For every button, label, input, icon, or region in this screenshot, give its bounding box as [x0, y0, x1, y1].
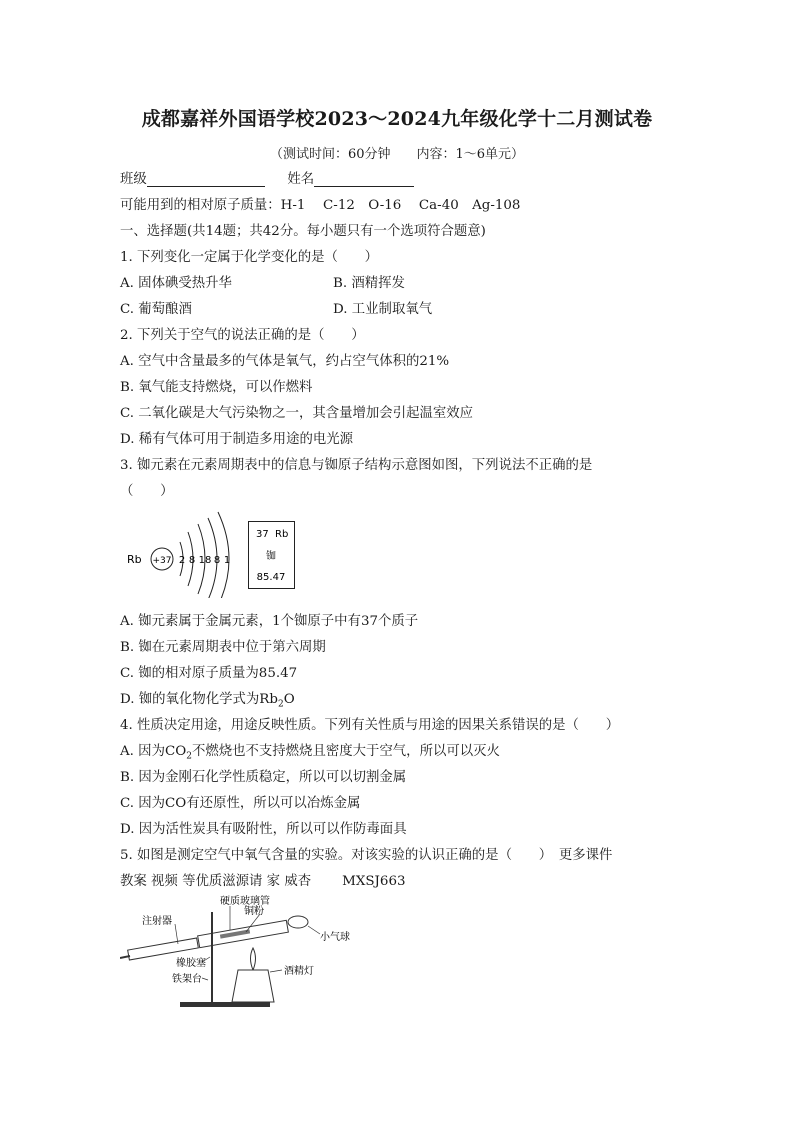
q4-option-a-tail: 不燃烧也不支持燃烧且密度大于空气，所以可以灭火 — [191, 744, 500, 759]
cell-symbol: Rb — [275, 529, 289, 540]
label-syringe: 注射器 — [142, 916, 172, 927]
q1-stem: 1. 下列变化一定属于化学变化的是（ ） — [120, 250, 379, 265]
exam-subtitle: （测试时间：60分钟 内容：1～6单元） — [269, 147, 525, 162]
label-glass-tube: 硬质玻璃管 — [220, 896, 270, 907]
q1-options-row1 — [120, 272, 405, 291]
q1-option-a[interactable]: A. 固体碘受热升华 — [120, 276, 232, 291]
lamp-flame — [251, 948, 256, 970]
q4-stem: 4. 性质决定用途，用途反映性质。下列有关性质与用途的因果关系错误的是（ ） — [120, 718, 620, 733]
q1-option-c[interactable]: C. 葡萄酿酒 — [120, 302, 192, 317]
q3-option-d-subscript: 2 — [277, 699, 284, 710]
q4-option-a-subscript: 2 — [186, 751, 192, 762]
name-label: 姓名 — [287, 172, 315, 187]
small-balloon — [288, 916, 308, 928]
label-copper-powder: 铜粉 — [244, 906, 264, 917]
q2-option-b[interactable]: B. 氧气能支持燃烧，可以作燃料 — [120, 380, 313, 395]
alcohol-lamp — [232, 970, 274, 1002]
periodic-table-cell — [248, 521, 296, 591]
q3-option-c[interactable]: C. 铷的相对原子质量为85.47 — [120, 666, 298, 681]
q4-option-d[interactable]: D. 因为活性炭具有吸附性，所以可以作防毒面具 — [120, 822, 407, 837]
label-stand: 铁架台 — [172, 974, 202, 985]
q2-option-d[interactable]: D. 稀有气体可用于制造多用途的电光源 — [120, 432, 354, 447]
syringe-leader — [175, 924, 178, 944]
stand-base — [180, 1002, 270, 1007]
q4-option-a[interactable] — [120, 740, 500, 762]
q2-option-a[interactable]: A. 空气中含量最多的气体是氧气，约占空气体积的21% — [120, 354, 450, 369]
q3-option-d-text: D. 铷的氧化物化学式为Rb — [120, 692, 278, 707]
q4-option-a-text: A. 因为CO — [120, 744, 187, 759]
q5-stem: 5. 如图是测定空气中氧气含量的实验。对该实验的认识正确的是（ ） 更多课件 — [120, 848, 613, 863]
shell-electrons-3: 18 — [198, 555, 212, 566]
q1-options-row2 — [120, 298, 433, 317]
lamp-leader — [270, 970, 282, 972]
cell-atomic-mass: 85.47 — [256, 572, 286, 583]
oxygen-experiment-apparatus — [120, 892, 360, 1012]
shell-electrons-2: 8 — [188, 555, 196, 566]
shell-electrons-1: 2 — [178, 555, 186, 566]
shell-electrons-4: 8 — [213, 555, 221, 566]
student-info-row — [120, 168, 414, 187]
q3-stem: 3. 铷元素在元素周期表中的信息与铷原子结构示意图如图，下列说法不正确的是 — [120, 458, 593, 473]
q4-option-b[interactable]: B. 因为金刚石化学性质稳定，所以可以切割金属 — [120, 770, 407, 785]
q3-option-b[interactable]: B. 铷在元素周期表中位于第六周期 — [120, 640, 326, 655]
q3-option-a[interactable]: A. 铷元素属于金属元素，1个铷原子中有37个质子 — [120, 614, 419, 629]
name-blank[interactable] — [314, 173, 414, 187]
class-label: 班级 — [120, 172, 147, 187]
syringe-barrel — [128, 938, 199, 960]
cell-element-name: 铷 — [266, 551, 276, 562]
stand-leader — [202, 978, 208, 980]
shell-electrons-5: 1 — [223, 555, 231, 566]
q1-option-d[interactable]: D. 工业制取氧气 — [333, 302, 433, 317]
q3-option-d[interactable] — [120, 688, 295, 710]
section-heading: 一、选择题(共14题；共42分。每小题只有一个选项符合题意) — [120, 224, 486, 239]
balloon-leader — [308, 926, 320, 934]
class-blank[interactable] — [147, 173, 265, 187]
atomic-masses: 可能用到的相对原子质量：H-1 C-12 O-16 Ca-40 Ag-108 — [120, 198, 521, 213]
cell-atomic-number: 37 — [256, 529, 269, 540]
rb-symbol: Rb — [127, 553, 142, 566]
q3-paren: （ ） — [120, 484, 174, 499]
label-lamp: 酒精灯 — [284, 966, 314, 977]
q2-stem: 2. 下列关于空气的说法正确的是（ ） — [120, 328, 365, 343]
q3-option-d-tail: O — [283, 692, 295, 707]
label-balloon: 小气球 — [320, 932, 350, 943]
q2-option-c[interactable]: C. 二氧化碳是大气污染物之一，其含量增加会引起温室效应 — [120, 406, 474, 421]
q1-option-b[interactable]: B. 酒精挥发 — [333, 276, 405, 291]
label-stopper: 橡胶塞 — [176, 958, 206, 969]
nucleus-charge: +37 — [152, 556, 172, 566]
q5-stem-continued: 教案 视频 等优质滋源请 家 威杏 MXSJ663 — [120, 874, 406, 889]
page-title: 成都嘉祥外国语学校2023～2024九年级化学十二月测试卷 — [141, 108, 653, 130]
q4-option-c[interactable]: C. 因为CO有还原性，所以可以冶炼金属 — [120, 796, 361, 811]
